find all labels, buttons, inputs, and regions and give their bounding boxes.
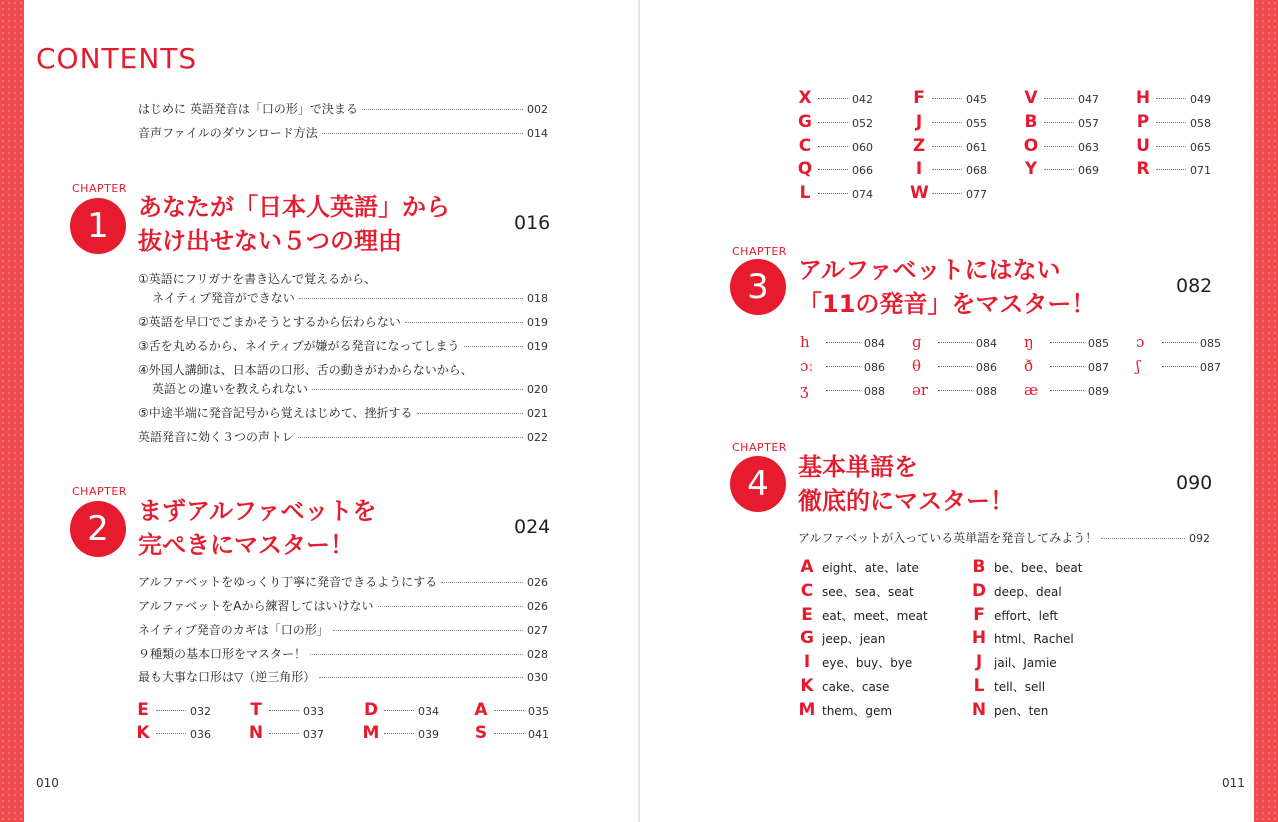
toc-text: はじめに 英語発音は「口の形」で決まる xyxy=(138,102,358,116)
toc-ch1-item-2[interactable] xyxy=(138,313,548,330)
ipa-symbol: ʒ xyxy=(800,381,809,399)
word-entry-B[interactable] xyxy=(968,557,1082,577)
toc-text: ②英語を早口でごまかそうとするから伝わらない xyxy=(138,315,401,329)
word-list: cake、case xyxy=(822,680,890,694)
ipa-entry[interactable] xyxy=(912,381,997,399)
chapter-4-page: 090 xyxy=(1176,472,1213,494)
toc-text: 英語との違いを教えられない xyxy=(152,382,309,396)
letter-entry-I[interactable] xyxy=(910,159,987,179)
letter-page: 077 xyxy=(966,188,987,201)
page-number-left: 010 xyxy=(36,776,59,790)
ipa-symbol: ɔ xyxy=(1136,333,1145,351)
toc-page: 026 xyxy=(527,576,548,589)
letter-entry-J[interactable] xyxy=(910,112,987,132)
letter: O xyxy=(1023,136,1039,156)
page-number-right: 011 xyxy=(1222,776,1245,790)
letter-page: 055 xyxy=(966,117,987,130)
toc-page: 027 xyxy=(527,624,548,637)
letter-page: 037 xyxy=(303,728,324,741)
chapter-4-number: 4 xyxy=(730,456,786,512)
toc-text: ③舌を丸めるから、ネイティブが嫌がる発音になってしまう xyxy=(138,339,460,353)
toc-ch1-item-4a[interactable] xyxy=(138,361,548,378)
toc-ch2-item-3[interactable] xyxy=(138,621,548,638)
book-gutter xyxy=(638,0,640,822)
chapter-1-title-line2[interactable]: 抜け出せない５つの理由 xyxy=(138,227,402,255)
letter-entry-F[interactable] xyxy=(910,88,987,108)
ipa-symbol: ŋ xyxy=(1024,333,1034,351)
toc-text: アルファベットをゆっくり丁寧に発音できるようにする xyxy=(138,575,438,589)
word-entry-K[interactable] xyxy=(796,676,889,696)
chapter-2-title-line2[interactable]: 完ぺきにマスター！ xyxy=(138,531,354,559)
ipa-entry[interactable] xyxy=(1024,357,1109,375)
chapter-4-title-line1[interactable]: 基本単語を xyxy=(798,453,918,481)
ipa-page: 087 xyxy=(1200,361,1221,374)
letter-page: 039 xyxy=(418,728,439,741)
chapter-2-number: 2 xyxy=(70,501,126,557)
chapter-3-page: 082 xyxy=(1176,275,1213,297)
letter-entry-M[interactable] xyxy=(362,723,439,743)
toc-ch1-item-6[interactable] xyxy=(138,428,548,445)
toc-text: ⑤中途半端に発音記号から覚えはじめて、挫折する xyxy=(138,406,413,420)
letter: H xyxy=(971,628,987,648)
letter: D xyxy=(971,581,987,601)
toc-text: アルファベットが入っている英単語を発音してみよう！ xyxy=(798,531,1098,545)
letter: G xyxy=(798,112,812,132)
ipa-symbol: ɡ xyxy=(912,333,922,351)
letter-page: 068 xyxy=(966,164,987,177)
letter: U xyxy=(1136,136,1150,156)
letter: K xyxy=(136,723,150,743)
letter-entry-T[interactable] xyxy=(247,700,324,720)
letter-entry-Y[interactable] xyxy=(1022,159,1099,179)
chapter-2-title-line1[interactable]: まずアルファベットを xyxy=(138,497,377,525)
ipa-page: 086 xyxy=(864,361,885,374)
letter-page: 069 xyxy=(1078,164,1099,177)
toc-ch1-item-1a[interactable] xyxy=(138,270,548,287)
chapter-2-label: CHAPTER xyxy=(72,485,127,498)
letter: X xyxy=(798,88,812,108)
word-list: them、gem xyxy=(822,704,893,718)
word-list: effort、left xyxy=(994,609,1059,623)
letter-entry-R[interactable] xyxy=(1134,159,1211,179)
ipa-entry[interactable] xyxy=(800,333,885,351)
toc-text: アルファベットをAから練習してはいけない xyxy=(138,599,374,613)
chapter-1-number: 1 xyxy=(70,198,126,254)
ipa-page: 084 xyxy=(976,337,997,350)
word-list: see、sea、seat xyxy=(822,585,914,599)
letter: L xyxy=(973,676,985,696)
chapter-3-title-line1[interactable]: アルファベットにはない xyxy=(798,256,1061,284)
letter-page: 042 xyxy=(852,93,873,106)
word-entry-I[interactable] xyxy=(796,652,912,672)
toc-text: ９種類の基本口形をマスター！ xyxy=(138,647,307,661)
toc-ch1-item-1b[interactable] xyxy=(152,289,548,306)
ipa-entry[interactable] xyxy=(1024,333,1109,351)
letter-entry-X[interactable] xyxy=(796,88,873,108)
chapter-3-title-line2[interactable]: 「11の発音」をマスター！ xyxy=(798,290,1096,318)
ipa-symbol: ər xyxy=(912,381,929,399)
toc-ch2-item-2[interactable] xyxy=(138,597,548,614)
word-entry-N[interactable] xyxy=(968,700,1048,720)
letter: E xyxy=(801,605,813,625)
letter-entry-W[interactable] xyxy=(910,183,987,203)
word-entry-J[interactable] xyxy=(968,652,1057,672)
word-entry-A[interactable] xyxy=(796,557,919,577)
letter: J xyxy=(915,112,923,132)
letter-page: 032 xyxy=(190,705,211,718)
letter: N xyxy=(971,700,987,720)
toc-text: 英語発音に効く３つの声トレ xyxy=(138,430,295,444)
toc-page: 030 xyxy=(527,671,548,684)
letter: G xyxy=(800,628,814,648)
letter: Z xyxy=(912,136,926,156)
letter: C xyxy=(800,581,814,601)
toc-page: 019 xyxy=(527,316,548,329)
ipa-entry[interactable] xyxy=(1136,333,1221,351)
ipa-page: 085 xyxy=(1088,337,1109,350)
letter: W xyxy=(910,183,929,203)
toc-page: 092 xyxy=(1189,532,1210,545)
letter-entry-K[interactable] xyxy=(134,723,211,743)
ipa-symbol: æ xyxy=(1024,381,1039,399)
letter-page: 035 xyxy=(528,705,549,718)
ipa-entry[interactable] xyxy=(1024,381,1109,399)
letter: D xyxy=(363,700,379,720)
word-entry-H[interactable] xyxy=(968,628,1074,648)
word-list: pen、ten xyxy=(994,704,1049,718)
letter-page: 045 xyxy=(966,93,987,106)
ipa-page: 088 xyxy=(976,385,997,398)
ipa-symbol: ʃ xyxy=(1136,357,1141,375)
word-list: eight、ate、late xyxy=(822,561,919,575)
word-list: jeep、jean xyxy=(822,632,886,646)
toc-page: 018 xyxy=(527,292,548,305)
letter-page: 057 xyxy=(1078,117,1099,130)
ipa-page: 086 xyxy=(976,361,997,374)
letter-page: 058 xyxy=(1190,117,1211,130)
chapter-2-page: 024 xyxy=(514,516,551,538)
word-entry-E[interactable] xyxy=(796,605,928,625)
letter: I xyxy=(803,652,811,672)
letter: T xyxy=(250,700,262,720)
letter: E xyxy=(137,700,149,720)
letter: A xyxy=(474,700,488,720)
ipa-symbol: h xyxy=(800,333,810,351)
letter: V xyxy=(1024,88,1038,108)
ipa-page: 088 xyxy=(864,385,885,398)
ipa-entry[interactable] xyxy=(1136,357,1221,375)
chapter-4-title-line2[interactable]: 徹底的にマスター！ xyxy=(798,487,1014,515)
letter: F xyxy=(973,605,985,625)
ipa-entry[interactable] xyxy=(800,357,885,375)
letter-entry-C[interactable] xyxy=(796,136,873,156)
right-edge-band xyxy=(1254,0,1278,822)
letter-entry-A[interactable] xyxy=(472,700,549,720)
toc-page: 021 xyxy=(527,407,548,420)
toc-ch1-item-5[interactable] xyxy=(138,404,548,421)
word-list: html、Rachel xyxy=(994,632,1074,646)
letter-entry-N[interactable] xyxy=(247,723,324,743)
letter-entry-L[interactable] xyxy=(796,183,873,203)
letter-page: 033 xyxy=(303,705,324,718)
letter-entry-H[interactable] xyxy=(1134,88,1211,108)
word-entry-C[interactable] xyxy=(796,581,914,601)
letter-page: 049 xyxy=(1190,93,1211,106)
letter-page: 063 xyxy=(1078,141,1099,154)
letter-page: 074 xyxy=(852,188,873,201)
toc-ch4-item-1[interactable] xyxy=(798,529,1210,546)
word-list: jail、Jamie xyxy=(994,656,1057,670)
letter: H xyxy=(1135,88,1151,108)
toc-page: 028 xyxy=(527,648,548,661)
letter-page: 060 xyxy=(852,141,873,154)
ipa-page: 089 xyxy=(1088,385,1109,398)
letter-entry-O[interactable] xyxy=(1022,136,1099,156)
letter-entry-P[interactable] xyxy=(1134,112,1211,132)
letter-page: 061 xyxy=(966,141,987,154)
toc-intro-1[interactable] xyxy=(138,100,548,117)
toc-intro-2[interactable] xyxy=(138,124,548,141)
letter-page: 065 xyxy=(1190,141,1211,154)
letter: J xyxy=(975,652,983,672)
letter-page: 052 xyxy=(852,117,873,130)
letter: P xyxy=(1136,112,1150,132)
letter-entry-B[interactable] xyxy=(1022,112,1099,132)
letter: C xyxy=(798,136,812,156)
toc-page: 026 xyxy=(527,600,548,613)
ipa-symbol: θ xyxy=(912,357,922,375)
word-list: eat、meet、meat xyxy=(822,609,928,623)
ipa-symbol: ɔː xyxy=(800,357,814,375)
letter: M xyxy=(362,723,380,743)
letter: B xyxy=(1024,112,1038,132)
chapter-1-title-line1[interactable]: あなたが「日本人英語」から xyxy=(138,193,450,221)
letter-entry-V[interactable] xyxy=(1022,88,1099,108)
letter: K xyxy=(800,676,814,696)
letter: M xyxy=(798,700,816,720)
chapter-3-number: 3 xyxy=(730,259,786,315)
letter: N xyxy=(248,723,264,743)
toc-page: 019 xyxy=(527,340,548,353)
ipa-entry[interactable] xyxy=(912,357,997,375)
word-entry-L[interactable] xyxy=(968,676,1045,696)
contents-title: CONTENTS xyxy=(36,42,198,75)
letter-entry-D[interactable] xyxy=(362,700,439,720)
letter-entry-Z[interactable] xyxy=(910,136,987,156)
word-entry-G[interactable] xyxy=(796,628,885,648)
ipa-symbol: ð xyxy=(1024,357,1034,375)
letter-entry-G[interactable] xyxy=(796,112,873,132)
ipa-page: 087 xyxy=(1088,361,1109,374)
letter: S xyxy=(474,723,488,743)
letter: B xyxy=(972,557,986,577)
letter: R xyxy=(1136,159,1150,179)
toc-text: 音声ファイルのダウンロード方法 xyxy=(138,126,318,140)
word-entry-D[interactable] xyxy=(968,581,1062,601)
chapter-1-label: CHAPTER xyxy=(72,182,127,195)
letter-entry-S[interactable] xyxy=(472,723,549,743)
ipa-page: 084 xyxy=(864,337,885,350)
toc-ch1-item-3[interactable] xyxy=(138,337,548,354)
letter-page: 071 xyxy=(1190,164,1211,177)
toc-text: ネイティブ発音ができない xyxy=(152,291,295,305)
letter-page: 034 xyxy=(418,705,439,718)
letter-page: 066 xyxy=(852,164,873,177)
letter: F xyxy=(913,88,925,108)
letter-entry-E[interactable] xyxy=(134,700,211,720)
word-entry-M[interactable] xyxy=(796,700,892,720)
letter: L xyxy=(799,183,811,203)
ipa-entry[interactable] xyxy=(912,333,997,351)
word-list: be、bee、beat xyxy=(994,561,1083,575)
toc-text: 最も大事な口形は▽（逆三角形） xyxy=(138,670,316,684)
toc-text: ネイティブ発音のカギは「口の形」 xyxy=(138,623,329,637)
letter-entry-U[interactable] xyxy=(1134,136,1211,156)
toc-ch2-item-4[interactable] xyxy=(138,645,548,662)
letter: A xyxy=(800,557,814,577)
toc-page: 022 xyxy=(527,431,548,444)
word-list: eye、buy、bye xyxy=(822,656,913,670)
word-list: deep、deal xyxy=(994,585,1062,599)
chapter-4-label: CHAPTER xyxy=(732,441,787,454)
letter: I xyxy=(915,159,923,179)
left-edge-band xyxy=(0,0,24,822)
toc-page: 002 xyxy=(527,103,548,116)
letter: Q xyxy=(797,159,813,179)
ipa-page: 085 xyxy=(1200,337,1221,350)
toc-ch1-item-4b[interactable] xyxy=(152,380,548,397)
letter-page: 047 xyxy=(1078,93,1099,106)
chapter-3-label: CHAPTER xyxy=(732,245,787,258)
toc-text: ①英語にフリガナを書き込んで覚えるから、 xyxy=(138,272,377,286)
toc-page: 014 xyxy=(527,127,548,140)
toc-text: ④外国人講師は、日本語の口形、舌の動きがわからないから、 xyxy=(138,363,473,377)
word-list: tell、sell xyxy=(994,680,1046,694)
ipa-entry[interactable] xyxy=(800,381,885,399)
toc-ch2-item-1[interactable] xyxy=(138,573,548,590)
letter-entry-Q[interactable] xyxy=(796,159,873,179)
letter: Y xyxy=(1024,159,1038,179)
word-entry-F[interactable] xyxy=(968,605,1058,625)
toc-ch2-item-5[interactable] xyxy=(138,668,548,685)
letter-page: 041 xyxy=(528,728,549,741)
chapter-1-page: 016 xyxy=(514,212,551,234)
toc-page: 020 xyxy=(527,383,548,396)
letter-page: 036 xyxy=(190,728,211,741)
